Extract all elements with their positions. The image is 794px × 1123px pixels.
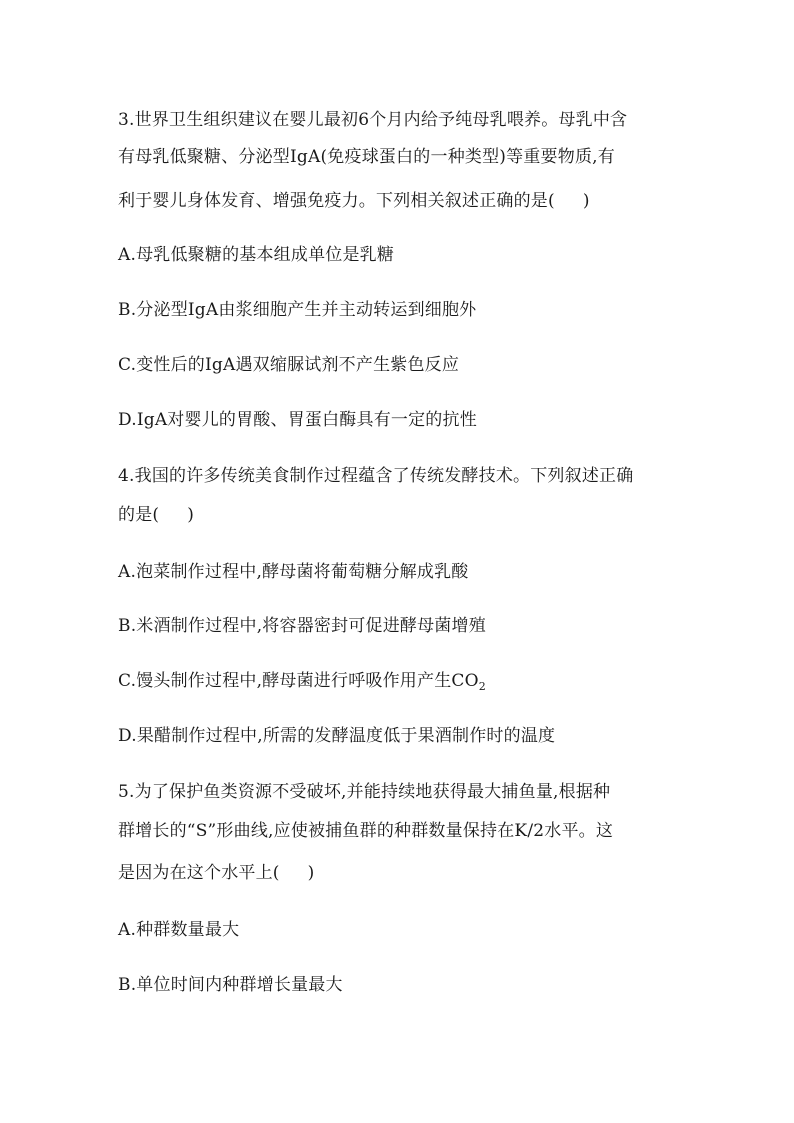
q4-paren-close: ) (187, 505, 195, 525)
q4-stem-end: 的是( (118, 505, 160, 525)
q3-option-a: A.母乳低聚糖的基本组成单位是乳糖 (118, 245, 395, 265)
q4-line-1: 4.我国的许多传统美食制作过程蕴含了传统发酵技术。下列叙述正确 (118, 466, 634, 486)
q5-paren-close: ) (307, 863, 315, 883)
q3-option-b: B.分泌型IgA由浆细胞产生并主动转运到细胞外 (118, 300, 477, 320)
q5-option-b: B.单位时间内种群增长量最大 (118, 975, 343, 995)
q3-option-d: D.IgA对婴儿的胃酸、胃蛋白酶具有一定的抗性 (118, 410, 477, 430)
q4-option-d: D.果醋制作过程中,所需的发酵温度低于果酒制作时的温度 (118, 726, 556, 746)
subscript-2: 2 (478, 680, 486, 693)
q5-line-1: 5.为了保护鱼类资源不受破坏,并能持续地获得最大捕鱼量,根据种 (118, 782, 611, 802)
q3-stem-end: 利于婴儿身体发育、增强免疫力。下列相关叙述正确的是( (118, 191, 555, 211)
q5-line-2: 群增长的“S”形曲线,应使被捕鱼群的种群数量保持在K/2水平。这 (118, 821, 614, 841)
q4-line-2 (118, 503, 194, 527)
q4-option-a: A.泡菜制作过程中,酵母菌将葡萄糖分解成乳酸 (118, 562, 469, 582)
q5-line-3 (118, 861, 314, 885)
q3-option-c: C.变性后的IgA遇双缩脲试剂不产生紫色反应 (118, 355, 460, 375)
q3-line-1: 3.世界卫生组织建议在婴儿最初6个月内给予纯母乳喂养。母乳中含 (118, 110, 628, 130)
q3-line-2: 有母乳低聚糖、分泌型IgA(免疫球蛋白的一种类型)等重要物质,有 (118, 147, 615, 167)
q4-option-b: B.米酒制作过程中,将容器密封可促进酵母菌增殖 (118, 616, 486, 636)
q5-stem-end: 是因为在这个水平上( (118, 863, 280, 883)
q3-paren-close: ) (582, 191, 590, 211)
q4-option-c-text: C.馒头制作过程中,酵母菌进行呼吸作用产生CO (118, 671, 479, 691)
q3-line-3 (118, 189, 590, 213)
q4-option-c (118, 669, 486, 693)
q5-option-a: A.种群数量最大 (118, 920, 240, 940)
